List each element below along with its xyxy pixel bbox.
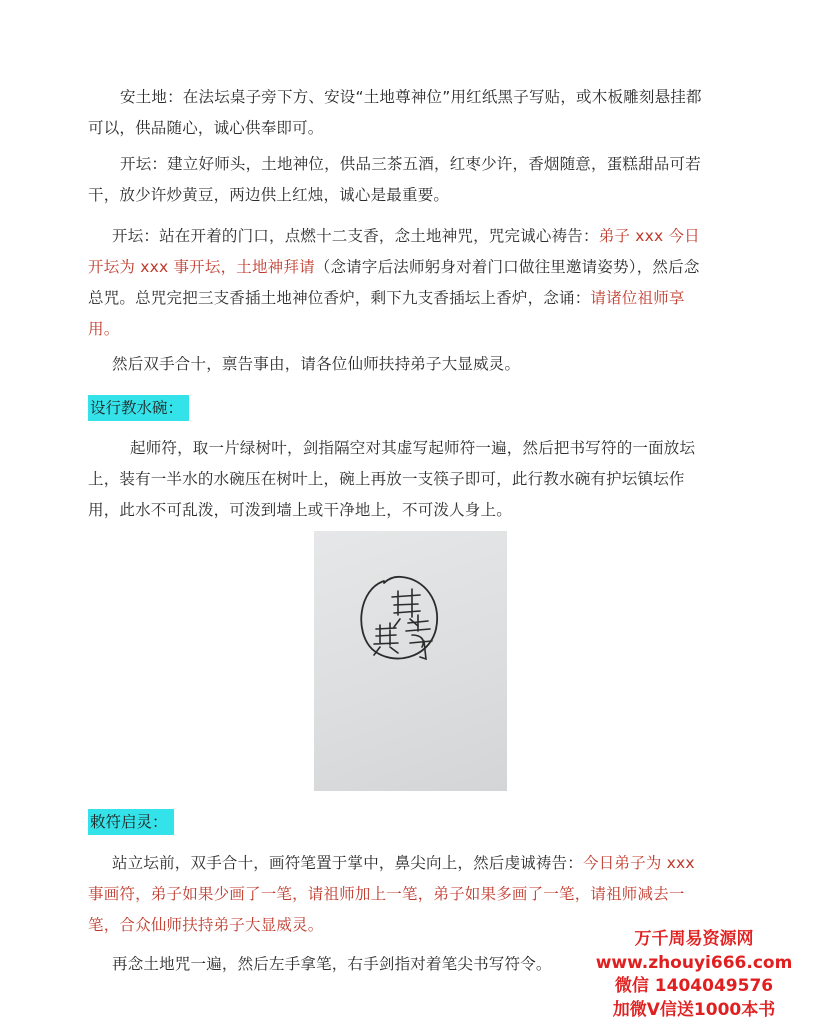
paragraph-an-tudi: [88, 82, 710, 144]
paragraph-kaitan-ritual: [88, 221, 710, 345]
paragraph-text: （念请字后法师躬身对着门口做往里邀请姿势），然后念总咒。总咒完把三支香插土地神位香炉，剩下九支香插坛上香炉，念诵：: [88, 258, 700, 307]
paragraph-text: 再念土地咒一遍，然后左手拿笔，右手剑指对着笔尖书写符令。: [112, 955, 552, 973]
heading-text: 敕符启灵：: [90, 813, 168, 831]
section-heading-water-bowl: [88, 395, 189, 421]
paragraph-kaitan-setup: [88, 149, 710, 211]
heading-text: 设行教水碗：: [90, 399, 184, 417]
watermark: [589, 928, 799, 1022]
watermark-line: 微信 1404049576: [614, 976, 774, 996]
paragraph-hands-together: [88, 349, 710, 380]
paragraph-text: 站立坛前，双手合十，画符笔置于掌中，鼻尖向上，然后虔诚祷告：: [112, 854, 584, 872]
paragraph-text: 安土地：在法坛桌子旁下方、安设“土地尊神位”用红纸黑子写贴，或木板雕刻悬挂都可以，供品随心，诚心供奉即可。: [88, 88, 702, 137]
paragraph-water-bowl: [88, 433, 710, 526]
watermark-line: 加微V信送1000本书: [612, 999, 776, 1020]
talisman-drawing-icon: [314, 531, 507, 791]
watermark-line: www.zhouyi666.com: [595, 952, 793, 973]
paragraph-text: 开坛：站在开着的门口，点燃十二支香，念土地神咒，咒完诚心祷告：: [112, 227, 599, 245]
paragraph-text: 然后双手合十，禀告事由，请各位仙师扶持弟子大显威灵。: [112, 355, 521, 373]
paragraph-text: 开坛：建立好师头，土地神位，供品三茶五酒，红枣少许，香烟随意，蛋糕甜品可若干，放少许炒黄豆，两边供上红烛，诚心是最重要。: [88, 155, 701, 204]
section-heading-chifu-qiling: [88, 809, 174, 835]
prayer-text-red: 弟子 xxx 今日开坛为 xxx 事开坛，土地神拜请: [88, 227, 700, 276]
paragraph-text: 起师符，取一片绿树叶，剑指隔空对其虚写起师符一遍，然后把书写符的一面放坛上，装有一半水的水碗压在树叶上，碗上再放一支筷子即可，此行教水碗有护坛镇坛作用，此水不可乱泼，可泼到墙上或干净地上，不可泼人身上。: [88, 439, 696, 519]
prayer-text-red: 请诸位祖师享用。: [88, 289, 685, 338]
paragraph-write-talisman: [88, 949, 608, 980]
watermark-line: 万千周易资源网: [634, 929, 754, 949]
talisman-photo: [314, 531, 507, 791]
prayer-text-red: 今日弟子为 xxx 事画符，弟子如果少画了一笔，请祖师加上一笔，弟子如果多画了一笔，请祖师减去一笔，合众仙师扶持弟子大显威灵。: [88, 854, 695, 934]
